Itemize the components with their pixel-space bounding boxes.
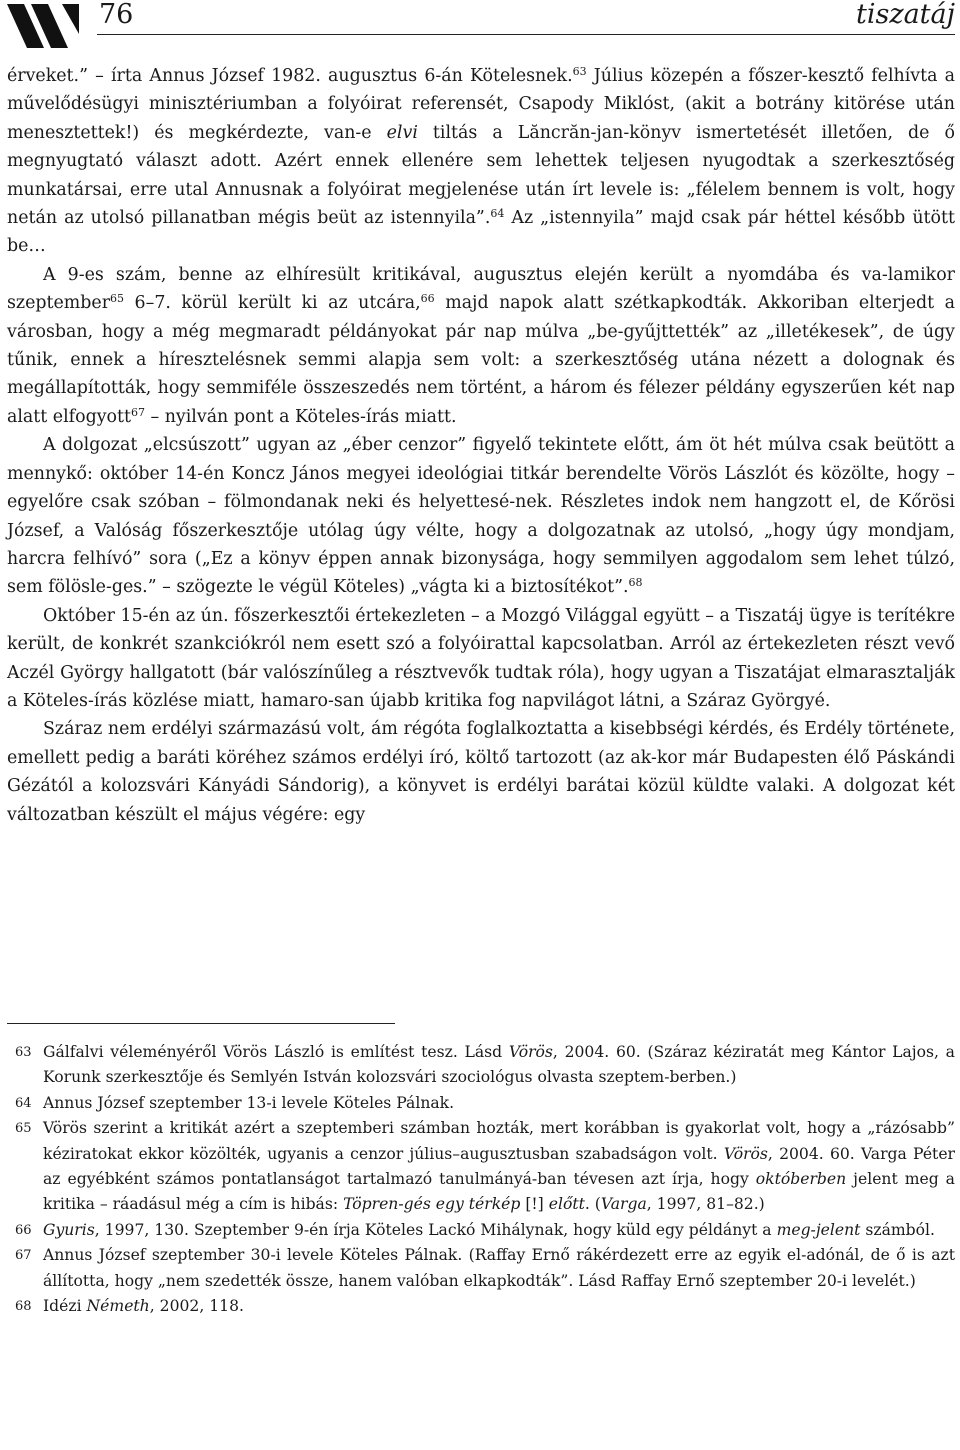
text-run: érveket.” – írta Annus József 1982. augusztus 6-án Kötelesnek. (7, 66, 573, 86)
text-run: Száraz nem erdélyi származású volt, ám régóta foglalkoztatta a kisebbségi kérdés, és Erdély története, emellett pedig a baráti köréhez számos erdélyi író, költő tartozott (az ak-kor már Budapesten élő Páskándi Gézától a kolozsvári Kányádi Sándorig), a könyvet is erdélyi barátai közül küldte valaki. A dolgozat két változatban készült el május végére: egy (7, 719, 955, 825)
footnote-number: 64 (15, 1095, 32, 1111)
footnote (7, 1091, 955, 1116)
page-header (7, 0, 955, 46)
text-run: tiltás a Lăncrăn-jan-könyv ismertetését illetően, de ő megnyugtató választ adott. Azért ennek ellenére sem lehettek teljesen nyugodtak a szerkesztőség munkatársai, erre utal Annusnak a folyóirat megjelenése után írt levele is: „félelem bennem is volt, hogy netán az utolsó pillanatban mégis beüt az istennyila”. (7, 122, 955, 229)
text-run: – nyilván pont a Köteles-írás miatt. (144, 406, 457, 427)
text-run: . ( (584, 1195, 601, 1214)
text-run: Július közepén a főszer-kesztő felhívta a művelődésügyi minisztériumban a folyóirat referensét, Csapody Miklóst, (akit a botrány kitörése után menesztettek!) és megkérdezte, van-e (7, 66, 955, 143)
text-run: Annus József szeptember 30-i levele Köteles Pálnak. (Raffay Ernő rákérdezett erre az egyik el-adónál, de ő is azt állította, hogy „nem szedették össze, hanem valóban elkapkodták”. Lásd Raffay Ernő szeptember 20-i levelét.) (43, 1246, 955, 1290)
footnote-number: 65 (15, 1121, 32, 1137)
italic-text: Gyuris (43, 1220, 95, 1239)
footnote (7, 1040, 955, 1091)
footnote-ref: 67 (130, 405, 145, 419)
footnote-ref: 65 (110, 292, 125, 306)
footnote (7, 1294, 955, 1319)
footnote (7, 1116, 955, 1218)
text-run: Az „istennyila” majd csak pár héttel később ütött be… (7, 208, 955, 257)
text-run: Október 15-én az ún. főszerkesztői értekezleten – a Mozgó Világgal együtt – a Tiszatáj ügye is terítékre került, de konkrét szankciókról nem esett szó a folyóirattal kapcsolatban. Arról az értekezleten részt vevő Aczél György hallgatott (bár valószínűleg a résztvevők tudtak róla), hogy ugyan a Tiszatájat elmarasztalják a Köteles-írás közlése miatt, hamaro-san újabb kritika fog napvilágot látni, a Száraz Györgyé. (7, 605, 955, 711)
page-number: 76 (99, 0, 134, 30)
header-rule (97, 34, 955, 35)
text-run: 6–7. körül került ki az utcára, (124, 293, 421, 314)
text-run: Vörös szerint a kritikát azért a szeptemberi számban hozták, mert korábban is gyakorlat volt, hogy a „rázósabb” kéziratokat ekkor közölték, ugyanis a cenzor július–augusztusban szabadságon volt. (43, 1119, 955, 1163)
italic-text: Varga (600, 1195, 647, 1214)
footnote-number: 68 (15, 1299, 32, 1315)
italic-text: Vörös (723, 1144, 768, 1163)
text-run: jelent meg a kritika – ráadásul még a cím is hibás: (43, 1170, 955, 1214)
footnote-ref: 68 (628, 576, 643, 590)
text-run: , 2002, 118. (149, 1297, 244, 1316)
italic-text: Németh (86, 1297, 150, 1316)
text-run: Annus József szeptember 13-i levele Köteles Pálnak. (43, 1093, 455, 1112)
italic-text: októberben (755, 1170, 847, 1189)
footnote (7, 1218, 955, 1243)
text-run: , 2004. 60. Varga Péter az egyébként számos pontatlanságot tartalmazó tanulmányá-ban tévesen azt írja, hogy (43, 1144, 955, 1189)
footnote-ref: 64 (490, 207, 505, 221)
paragraph (7, 431, 955, 601)
italic-text: meg-jelent (776, 1220, 861, 1239)
italic-text: Töpren-gés egy térkép (343, 1195, 521, 1214)
text-run: Idézi (43, 1297, 87, 1316)
footnote-number: 66 (15, 1222, 32, 1238)
paragraph (7, 62, 955, 261)
footnote-ref: 63 (572, 65, 587, 78)
footnotes (7, 1040, 955, 1319)
paragraph (7, 261, 955, 431)
text-run: , 1997, 81–82.) (646, 1195, 765, 1214)
page (7, 0, 955, 1450)
text-run: majd napok alatt szétkapkodták. Akkoriban elterjedt a városban, hogy a még megmaradt példányokat pár nap múlva „be-gyűjttették” az „illetékesek”, de úgy tűnik, ennek a híresztelésnek semmi alapja sem volt: a szerkesztőség utána nézett a dolognak és megállapították, hogy semmiféle összeszedés nem történt, a három és félezer példány egyszerűen két nap alatt elfogyott (7, 293, 955, 427)
text-run: , 1997, 130. Szeptember 9-én írja Köteles Lackó Mihálynak, hogy küld egy példányt a (94, 1220, 777, 1239)
footnote-ref: 66 (420, 292, 435, 306)
footnote-divider (7, 1023, 395, 1024)
paragraph (7, 602, 955, 716)
footnote (7, 1243, 955, 1294)
text-run: , 2004. 60. (Száraz kéziratát meg Kántor Lajos, a Korunk szerkesztője és Semlyén István kolozsvári szociológus olvasta szeptem-berben.) (43, 1043, 955, 1087)
journal-logo-icon (7, 4, 87, 48)
paragraph (7, 715, 955, 829)
italic-text: Vörös (508, 1043, 553, 1061)
text-run: számból. (860, 1220, 935, 1239)
text-run: [!] (520, 1195, 549, 1214)
journal-name: tiszatáj (856, 0, 955, 30)
italic-text: elvi (386, 122, 418, 143)
footnote-number: 63 (15, 1045, 32, 1060)
text-run: A dolgozat „elcsúszott” ugyan az „éber cenzor” figyelő tekintete előtt, ám öt hét múlva csak beütött a mennykő: október 14-én Koncz János megyei ideológiai titkár berendelte Vörös Lászlót és közölte, hogy – egyelőre csak szóban – fölmondanak neki és helyettesé-nek. Részletes indok nem hangzott el, de Kőrösi József, a Valóság főszerkesztője utólag úgy vélte, hogy a dolgozatnak az utolsó, „hogy úgy mondjam, harcra felhívó” sora („Ez a könyv éppen annak bizonysága, hogy semmilyen aggodalom sem lehet túlzó, sem fölösle-ges.” – szögezte le végül Köteles) „vágta ki a biztosítékot”. (7, 435, 955, 598)
text-run: A 9-es szám, benne az elhíresült kritikával, augusztus elején került a nyomdába és va-lamikor szeptember (7, 264, 955, 314)
main-text (7, 62, 955, 829)
footnote-number: 67 (15, 1248, 32, 1264)
text-run: Gálfalvi véleményéről Vörös László is említést tesz. Lásd (43, 1043, 509, 1061)
italic-text: előtt (548, 1195, 585, 1214)
